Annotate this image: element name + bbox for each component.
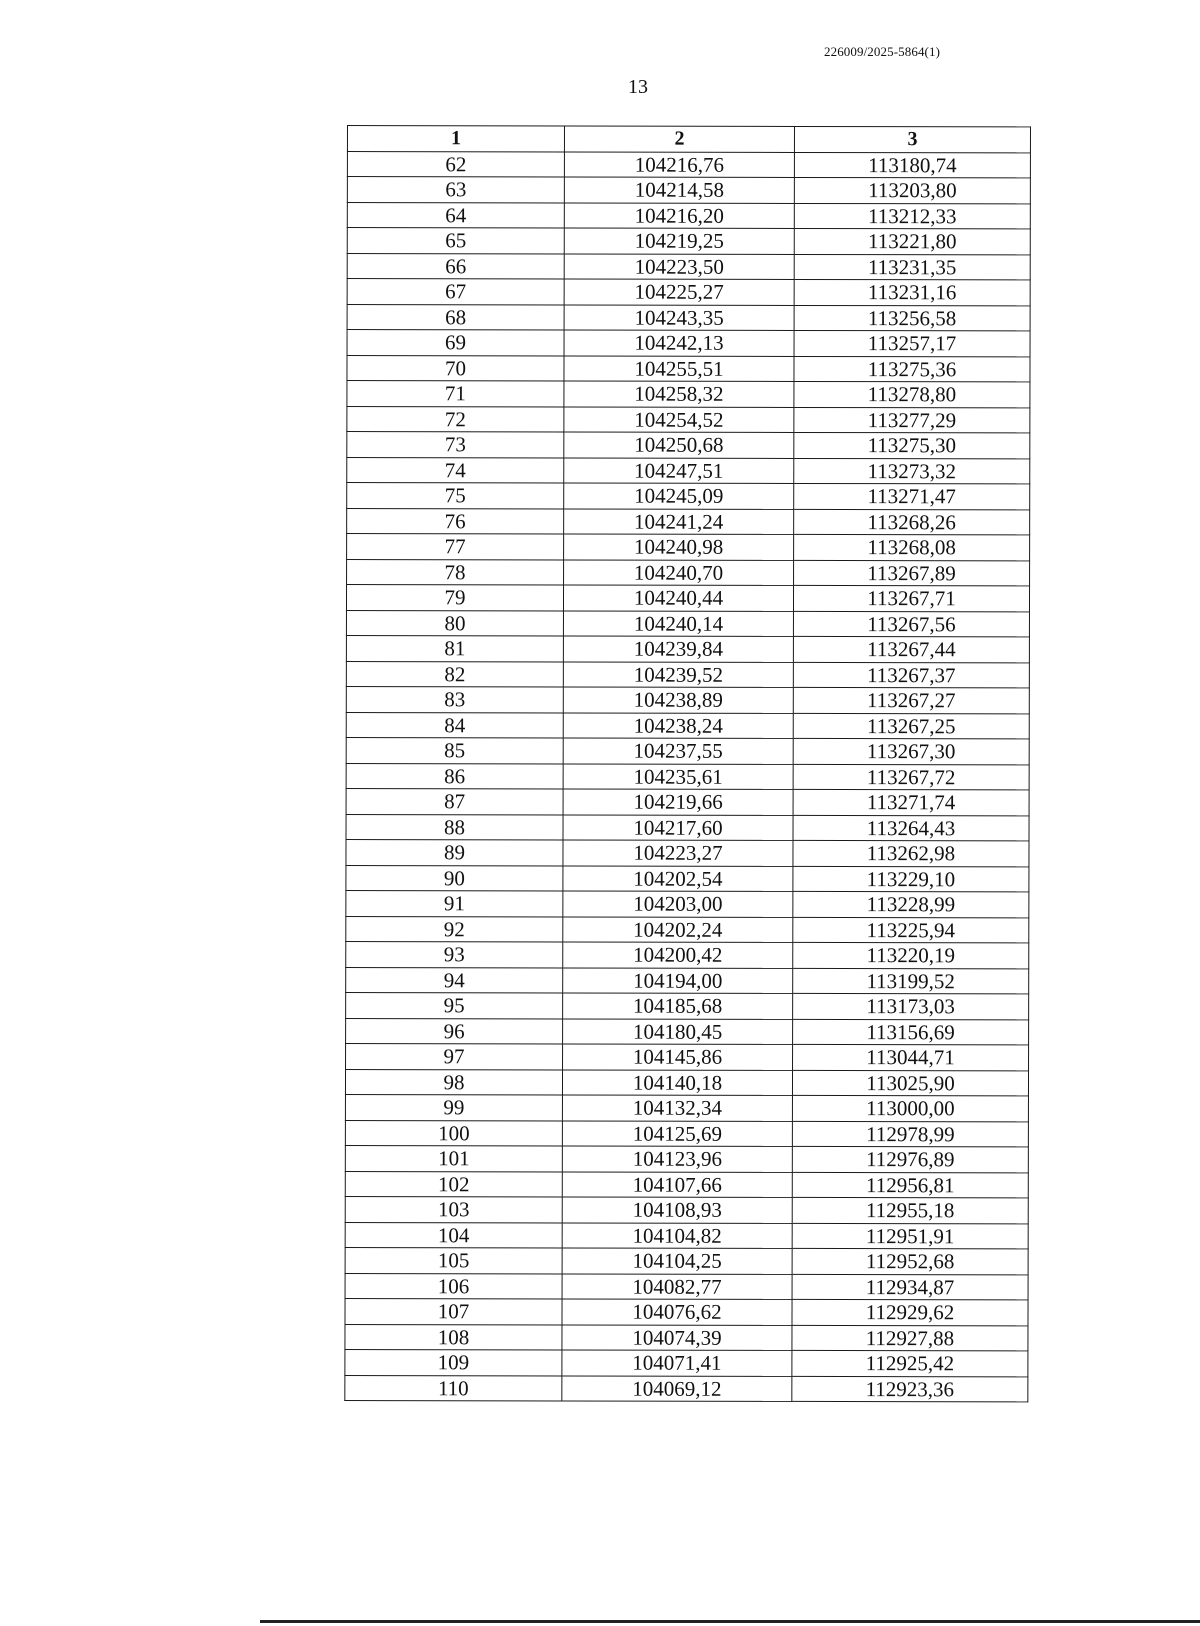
coordinate-y-cell: 113173,03 bbox=[793, 993, 1029, 1019]
table-body bbox=[345, 151, 1031, 1402]
column-header-1: 1 bbox=[347, 126, 564, 152]
coordinate-x-cell: 104239,52 bbox=[563, 661, 793, 687]
table-row bbox=[346, 661, 1029, 688]
table-row bbox=[346, 839, 1029, 866]
coordinate-x-cell: 104082,77 bbox=[562, 1273, 792, 1299]
table-row bbox=[346, 865, 1029, 892]
table-row bbox=[345, 1094, 1028, 1121]
coordinate-x-cell: 104240,44 bbox=[563, 585, 793, 611]
point-number-cell: 106 bbox=[345, 1273, 562, 1299]
table-row bbox=[347, 279, 1030, 306]
coordinate-y-cell: 113256,58 bbox=[794, 305, 1030, 331]
coordinate-x-cell: 104240,14 bbox=[563, 610, 793, 636]
point-number-cell: 83 bbox=[346, 686, 563, 712]
table-row bbox=[346, 686, 1029, 713]
coordinate-y-cell: 112934,87 bbox=[792, 1274, 1028, 1300]
point-number-cell: 63 bbox=[347, 177, 564, 203]
coordinate-x-cell: 104238,89 bbox=[563, 687, 793, 713]
point-number-cell: 99 bbox=[345, 1094, 562, 1120]
coordinate-y-cell: 113268,08 bbox=[794, 534, 1030, 560]
coordinate-y-cell: 113231,35 bbox=[794, 254, 1030, 280]
point-number-cell: 93 bbox=[346, 941, 563, 967]
coordinate-y-cell: 113199,52 bbox=[793, 968, 1029, 994]
coordinate-y-cell: 113267,25 bbox=[793, 713, 1029, 739]
coordinate-y-cell: 113267,71 bbox=[793, 585, 1029, 611]
scan-edge-line bbox=[260, 1620, 1200, 1623]
point-number-cell: 109 bbox=[345, 1349, 562, 1375]
table-row bbox=[345, 1247, 1028, 1274]
point-number-cell: 104 bbox=[345, 1222, 562, 1248]
coordinate-y-cell: 113257,17 bbox=[794, 330, 1030, 356]
coordinate-y-cell: 113267,56 bbox=[793, 611, 1029, 637]
table-row bbox=[347, 406, 1030, 433]
coordinate-x-cell: 104239,84 bbox=[563, 636, 793, 662]
coordinate-x-cell: 104240,98 bbox=[564, 534, 794, 560]
point-number-cell: 107 bbox=[345, 1298, 562, 1324]
coordinate-x-cell: 104194,00 bbox=[563, 967, 793, 993]
coordinate-x-cell: 104238,24 bbox=[563, 712, 793, 738]
table-row bbox=[346, 610, 1029, 637]
coordinate-y-cell: 113267,37 bbox=[793, 662, 1029, 688]
table-row bbox=[346, 763, 1029, 790]
coordinate-x-cell: 104203,00 bbox=[563, 891, 793, 917]
point-number-cell: 91 bbox=[346, 890, 563, 916]
table-row bbox=[347, 534, 1030, 561]
coordinate-x-cell: 104123,96 bbox=[562, 1146, 792, 1172]
point-number-cell: 73 bbox=[347, 432, 564, 458]
point-number-cell: 102 bbox=[345, 1171, 562, 1197]
coordinate-y-cell: 112925,42 bbox=[792, 1350, 1028, 1376]
coordinate-y-cell: 113203,80 bbox=[794, 177, 1030, 203]
table-row bbox=[345, 1171, 1028, 1198]
coordinate-y-cell: 112978,99 bbox=[792, 1121, 1028, 1147]
point-number-cell: 79 bbox=[346, 585, 563, 611]
table-row bbox=[346, 635, 1029, 662]
table-row bbox=[347, 253, 1030, 280]
point-number-cell: 75 bbox=[347, 483, 564, 509]
point-number-cell: 92 bbox=[346, 916, 563, 942]
coordinate-x-cell: 104202,54 bbox=[563, 865, 793, 891]
coordinates-table bbox=[344, 125, 1031, 1402]
table-row bbox=[346, 967, 1029, 994]
coordinate-y-cell: 113044,71 bbox=[793, 1044, 1029, 1070]
point-number-cell: 101 bbox=[345, 1145, 562, 1171]
table-row bbox=[346, 1018, 1029, 1045]
coordinate-y-cell: 113264,43 bbox=[793, 815, 1029, 841]
table-row bbox=[345, 1375, 1028, 1402]
point-number-cell: 90 bbox=[346, 865, 563, 891]
coordinate-x-cell: 104071,41 bbox=[562, 1350, 792, 1376]
point-number-cell: 100 bbox=[345, 1120, 562, 1146]
coordinate-y-cell: 112923,36 bbox=[792, 1376, 1028, 1402]
coordinate-x-cell: 104255,51 bbox=[564, 355, 794, 381]
table-row bbox=[346, 890, 1029, 917]
column-header-2: 2 bbox=[564, 126, 794, 152]
coordinate-y-cell: 113271,47 bbox=[794, 483, 1030, 509]
point-number-cell: 96 bbox=[346, 1018, 563, 1044]
coordinate-x-cell: 104250,68 bbox=[564, 432, 794, 458]
coordinate-y-cell: 112976,89 bbox=[792, 1146, 1028, 1172]
point-number-cell: 62 bbox=[347, 151, 564, 177]
point-number-cell: 67 bbox=[347, 279, 564, 305]
header-row bbox=[347, 126, 1030, 153]
point-number-cell: 68 bbox=[347, 304, 564, 330]
coordinate-y-cell: 113229,10 bbox=[793, 866, 1029, 892]
page-number: 13 bbox=[628, 76, 648, 98]
coordinate-x-cell: 104216,20 bbox=[564, 202, 794, 228]
coordinate-x-cell: 104185,68 bbox=[563, 993, 793, 1019]
point-number-cell: 89 bbox=[346, 839, 563, 865]
point-number-cell: 86 bbox=[346, 763, 563, 789]
coordinate-y-cell: 113275,30 bbox=[794, 432, 1030, 458]
point-number-cell: 78 bbox=[347, 559, 564, 585]
coordinate-x-cell: 104132,34 bbox=[562, 1095, 792, 1121]
table-row bbox=[347, 151, 1030, 178]
point-number-cell: 97 bbox=[346, 1043, 563, 1069]
coordinate-x-cell: 104069,12 bbox=[562, 1375, 792, 1401]
coordinate-x-cell: 104223,50 bbox=[564, 253, 794, 279]
point-number-cell: 65 bbox=[347, 228, 564, 254]
coordinate-y-cell: 113220,19 bbox=[793, 942, 1029, 968]
coordinate-y-cell: 113212,33 bbox=[794, 203, 1030, 229]
table-row bbox=[347, 559, 1030, 586]
table-row bbox=[345, 1069, 1028, 1096]
coordinate-y-cell: 113231,16 bbox=[794, 279, 1030, 305]
table-row bbox=[347, 432, 1030, 459]
column-header-3: 3 bbox=[794, 126, 1030, 152]
coordinate-x-cell: 104242,13 bbox=[564, 330, 794, 356]
coordinate-y-cell: 112929,62 bbox=[792, 1299, 1028, 1325]
coordinate-x-cell: 104247,51 bbox=[564, 457, 794, 483]
table-row bbox=[346, 585, 1029, 612]
point-number-cell: 88 bbox=[346, 814, 563, 840]
table-row bbox=[345, 1298, 1028, 1325]
table-row bbox=[347, 177, 1030, 204]
coordinate-y-cell: 113267,89 bbox=[794, 560, 1030, 586]
table-row bbox=[346, 1043, 1029, 1070]
point-number-cell: 71 bbox=[347, 381, 564, 407]
coordinate-y-cell: 113180,74 bbox=[794, 152, 1030, 178]
table-row bbox=[346, 916, 1029, 943]
table-row bbox=[347, 304, 1030, 331]
point-number-cell: 72 bbox=[347, 406, 564, 432]
point-number-cell: 66 bbox=[347, 253, 564, 279]
coordinate-x-cell: 104108,93 bbox=[562, 1197, 792, 1223]
coordinate-x-cell: 104243,35 bbox=[564, 304, 794, 330]
coordinate-x-cell: 104216,76 bbox=[564, 151, 794, 177]
coordinate-y-cell: 113000,00 bbox=[792, 1095, 1028, 1121]
coordinate-x-cell: 104180,45 bbox=[563, 1018, 793, 1044]
point-number-cell: 82 bbox=[346, 661, 563, 687]
coordinate-y-cell: 113025,90 bbox=[792, 1070, 1028, 1096]
point-number-cell: 70 bbox=[347, 355, 564, 381]
table-row bbox=[346, 788, 1029, 815]
point-number-cell: 105 bbox=[345, 1247, 562, 1273]
coordinate-x-cell: 104241,24 bbox=[564, 508, 794, 534]
coordinate-x-cell: 104145,86 bbox=[563, 1044, 793, 1070]
coordinate-y-cell: 113267,72 bbox=[793, 764, 1029, 790]
table-row bbox=[345, 1145, 1028, 1172]
table-row bbox=[346, 737, 1029, 764]
coordinate-x-cell: 104237,55 bbox=[563, 738, 793, 764]
point-number-cell: 76 bbox=[347, 508, 564, 534]
table-row bbox=[345, 1349, 1028, 1376]
coordinate-x-cell: 104125,69 bbox=[562, 1120, 792, 1146]
coordinate-x-cell: 104076,62 bbox=[562, 1299, 792, 1325]
coordinate-y-cell: 112927,88 bbox=[792, 1325, 1028, 1351]
point-number-cell: 69 bbox=[347, 330, 564, 356]
coordinate-x-cell: 104258,32 bbox=[564, 381, 794, 407]
table-row bbox=[345, 1273, 1028, 1300]
table-row bbox=[347, 330, 1030, 357]
coordinate-x-cell: 104235,61 bbox=[563, 763, 793, 789]
coordinate-x-cell: 104214,58 bbox=[564, 177, 794, 203]
table-row bbox=[347, 457, 1030, 484]
point-number-cell: 84 bbox=[346, 712, 563, 738]
coordinate-y-cell: 113268,26 bbox=[794, 509, 1030, 535]
point-number-cell: 103 bbox=[345, 1196, 562, 1222]
coordinate-y-cell: 113267,44 bbox=[793, 636, 1029, 662]
point-number-cell: 85 bbox=[346, 737, 563, 763]
table-row bbox=[347, 228, 1030, 255]
coordinate-x-cell: 104219,25 bbox=[564, 228, 794, 254]
coordinate-y-cell: 113275,36 bbox=[794, 356, 1030, 382]
coordinate-x-cell: 104074,39 bbox=[562, 1324, 792, 1350]
coordinate-y-cell: 113278,80 bbox=[794, 381, 1030, 407]
table-row bbox=[346, 941, 1029, 968]
table-row bbox=[345, 1120, 1028, 1147]
point-number-cell: 74 bbox=[347, 457, 564, 483]
coordinate-x-cell: 104104,82 bbox=[562, 1222, 792, 1248]
table-header bbox=[347, 126, 1030, 153]
coordinate-y-cell: 113273,32 bbox=[794, 458, 1030, 484]
coordinate-x-cell: 104225,27 bbox=[564, 279, 794, 305]
coordinate-y-cell: 112956,81 bbox=[792, 1172, 1028, 1198]
table-row bbox=[345, 1324, 1028, 1351]
coordinate-x-cell: 104240,70 bbox=[564, 559, 794, 585]
coordinate-y-cell: 113221,80 bbox=[794, 228, 1030, 254]
table-row bbox=[345, 1196, 1028, 1223]
coordinate-y-cell: 113228,99 bbox=[793, 891, 1029, 917]
coordinate-x-cell: 104140,18 bbox=[562, 1069, 792, 1095]
coordinate-y-cell: 113277,29 bbox=[794, 407, 1030, 433]
point-number-cell: 94 bbox=[346, 967, 563, 993]
coordinate-x-cell: 104202,24 bbox=[563, 916, 793, 942]
coordinate-y-cell: 112951,91 bbox=[792, 1223, 1028, 1249]
table-row bbox=[347, 381, 1030, 408]
coordinate-x-cell: 104104,25 bbox=[562, 1248, 792, 1274]
table-row bbox=[347, 202, 1030, 229]
coordinate-x-cell: 104223,27 bbox=[563, 840, 793, 866]
table-row bbox=[346, 814, 1029, 841]
coordinate-x-cell: 104219,66 bbox=[563, 789, 793, 815]
table-row bbox=[346, 992, 1029, 1019]
coordinate-y-cell: 113156,69 bbox=[793, 1019, 1029, 1045]
point-number-cell: 80 bbox=[346, 610, 563, 636]
coordinate-y-cell: 112952,68 bbox=[792, 1248, 1028, 1274]
coordinate-y-cell: 113262,98 bbox=[793, 840, 1029, 866]
table-row bbox=[345, 1222, 1028, 1249]
coordinate-x-cell: 104254,52 bbox=[564, 406, 794, 432]
coordinate-x-cell: 104107,66 bbox=[562, 1171, 792, 1197]
point-number-cell: 108 bbox=[345, 1324, 562, 1350]
table-row bbox=[346, 712, 1029, 739]
point-number-cell: 87 bbox=[346, 788, 563, 814]
coordinate-y-cell: 113271,74 bbox=[793, 789, 1029, 815]
coordinate-x-cell: 104245,09 bbox=[564, 483, 794, 509]
point-number-cell: 110 bbox=[345, 1375, 562, 1401]
point-number-cell: 81 bbox=[346, 635, 563, 661]
table-row bbox=[347, 508, 1030, 535]
coordinate-y-cell: 113225,94 bbox=[793, 917, 1029, 943]
document-number: 226009/2025-5864(1) bbox=[824, 44, 940, 59]
point-number-cell: 95 bbox=[346, 992, 563, 1018]
point-number-cell: 98 bbox=[345, 1069, 562, 1095]
table-row bbox=[347, 483, 1030, 510]
coordinate-x-cell: 104217,60 bbox=[563, 814, 793, 840]
table-row bbox=[347, 355, 1030, 382]
coordinate-y-cell: 113267,30 bbox=[793, 738, 1029, 764]
coordinate-y-cell: 112955,18 bbox=[792, 1197, 1028, 1223]
coordinate-x-cell: 104200,42 bbox=[563, 942, 793, 968]
coordinate-y-cell: 113267,27 bbox=[793, 687, 1029, 713]
point-number-cell: 77 bbox=[347, 534, 564, 560]
point-number-cell: 64 bbox=[347, 202, 564, 228]
